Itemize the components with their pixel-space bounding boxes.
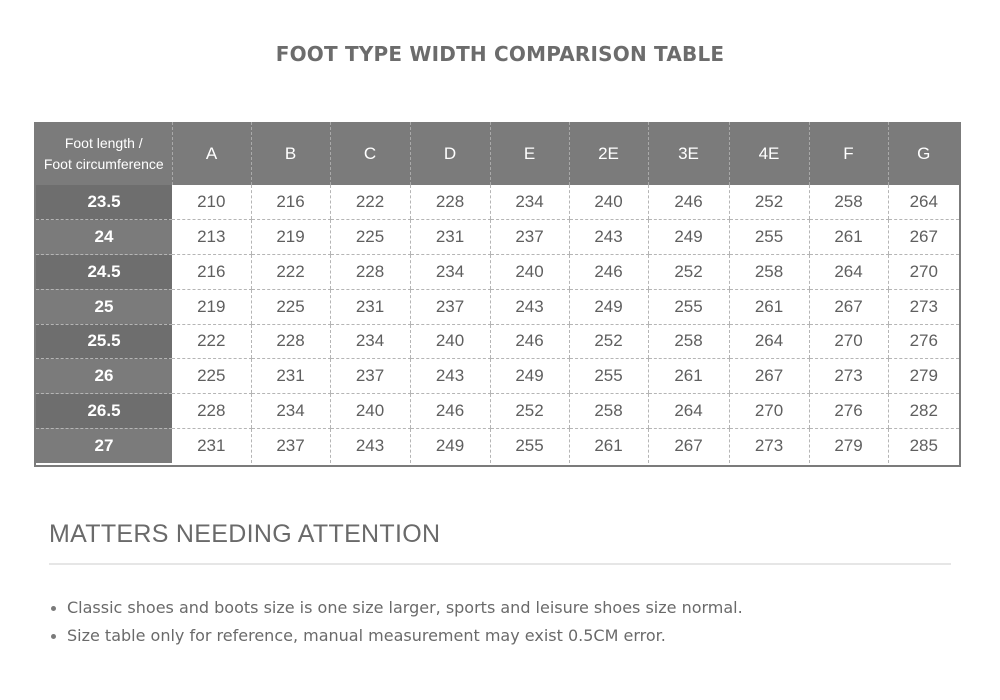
table-row	[36, 255, 959, 290]
size-table	[36, 122, 959, 463]
corner-header-line1: Foot length /	[64, 134, 143, 151]
table-cell: 252	[648, 255, 729, 290]
row-header-foot-length: 24.5	[36, 255, 172, 290]
table-cell: 258	[729, 255, 809, 290]
table-cell: 243	[569, 220, 648, 255]
table-cell: 252	[490, 394, 569, 429]
table-cell: 240	[330, 394, 410, 429]
notes-divider	[49, 563, 951, 565]
table-cell: 225	[330, 220, 410, 255]
column-header: G	[888, 122, 959, 185]
table-cell: 243	[330, 428, 410, 463]
table-cell: 228	[410, 185, 490, 220]
table-row	[36, 289, 959, 324]
table-cell: 261	[569, 428, 648, 463]
table-cell: 213	[172, 220, 251, 255]
table-cell: 231	[410, 220, 490, 255]
table-cell: 249	[648, 220, 729, 255]
table-cell: 246	[490, 324, 569, 359]
table-cell: 240	[490, 255, 569, 290]
bullet-dot-icon	[51, 634, 56, 639]
row-header-foot-length: 25.5	[36, 324, 172, 359]
notes-heading: MATTERS NEEDING ATTENTION	[49, 520, 441, 548]
note-text: Classic shoes and boots size is one size larger, sports and leisure shoes size normal.	[67, 598, 743, 617]
table-cell: 249	[490, 359, 569, 394]
row-header-foot-length: 27	[36, 428, 172, 463]
table-cell: 246	[648, 185, 729, 220]
table-cell: 273	[729, 428, 809, 463]
table-cell: 276	[809, 394, 888, 429]
notes-list	[49, 594, 743, 650]
table-cell: 228	[251, 324, 330, 359]
table-cell: 270	[809, 324, 888, 359]
table-cell: 261	[729, 289, 809, 324]
bullet-dot-icon	[51, 606, 56, 611]
column-header: F	[809, 122, 888, 185]
table-cell: 240	[410, 324, 490, 359]
table-cell: 234	[330, 324, 410, 359]
column-header: A	[172, 122, 251, 185]
note-item	[49, 594, 743, 622]
table-cell: 276	[888, 324, 959, 359]
table-cell: 267	[888, 220, 959, 255]
table-cell: 237	[410, 289, 490, 324]
corner-header-line2: Foot circumference	[43, 155, 164, 172]
table-cell: 237	[330, 359, 410, 394]
size-table-container	[34, 122, 961, 467]
table-cell: 273	[809, 359, 888, 394]
column-header: D	[410, 122, 490, 185]
table-cell: 219	[251, 220, 330, 255]
row-header-foot-length: 23.5	[36, 185, 172, 220]
table-cell: 222	[330, 185, 410, 220]
table-cell: 285	[888, 428, 959, 463]
header-row	[36, 122, 959, 185]
column-header: C	[330, 122, 410, 185]
column-header: 4E	[729, 122, 809, 185]
table-cell: 267	[648, 428, 729, 463]
table-cell: 231	[330, 289, 410, 324]
table-cell: 270	[729, 394, 809, 429]
table-cell: 228	[172, 394, 251, 429]
table-cell: 249	[410, 428, 490, 463]
table-cell: 249	[569, 289, 648, 324]
row-header-foot-length: 24	[36, 220, 172, 255]
table-cell: 255	[569, 359, 648, 394]
table-cell: 252	[729, 185, 809, 220]
table-cell: 222	[251, 255, 330, 290]
row-header-foot-length: 26.5	[36, 394, 172, 429]
table-cell: 225	[251, 289, 330, 324]
table-cell: 216	[172, 255, 251, 290]
table-cell: 231	[251, 359, 330, 394]
row-header-foot-length: 26	[36, 359, 172, 394]
table-cell: 267	[809, 289, 888, 324]
table-cell: 234	[410, 255, 490, 290]
table-cell: 258	[648, 324, 729, 359]
table-cell: 267	[729, 359, 809, 394]
table-cell: 231	[172, 428, 251, 463]
note-item	[49, 622, 743, 650]
table-cell: 264	[648, 394, 729, 429]
table-cell: 237	[251, 428, 330, 463]
table-cell: 255	[729, 220, 809, 255]
row-header-foot-length: 25	[36, 289, 172, 324]
table-cell: 234	[490, 185, 569, 220]
table-cell: 210	[172, 185, 251, 220]
table-cell: 243	[490, 289, 569, 324]
table-cell: 246	[410, 394, 490, 429]
table-cell: 228	[330, 255, 410, 290]
table-cell: 234	[251, 394, 330, 429]
table-cell: 261	[648, 359, 729, 394]
table-cell: 279	[809, 428, 888, 463]
table-cell: 258	[569, 394, 648, 429]
table-row	[36, 185, 959, 220]
table-cell: 216	[251, 185, 330, 220]
table-row	[36, 428, 959, 463]
table-cell: 246	[569, 255, 648, 290]
table-cell: 264	[729, 324, 809, 359]
table-row	[36, 394, 959, 429]
table-cell: 270	[888, 255, 959, 290]
table-row	[36, 220, 959, 255]
column-header: B	[251, 122, 330, 185]
table-cell: 279	[888, 359, 959, 394]
page-title: FOOT TYPE WIDTH COMPARISON TABLE	[275, 42, 725, 66]
corner-header	[36, 122, 172, 185]
table-row	[36, 324, 959, 359]
table-cell: 219	[172, 289, 251, 324]
table-cell: 225	[172, 359, 251, 394]
table-cell: 222	[172, 324, 251, 359]
table-cell: 237	[490, 220, 569, 255]
table-cell: 282	[888, 394, 959, 429]
table-cell: 273	[888, 289, 959, 324]
column-header: 2E	[569, 122, 648, 185]
column-header: E	[490, 122, 569, 185]
table-row	[36, 359, 959, 394]
table-cell: 264	[888, 185, 959, 220]
table-cell: 243	[410, 359, 490, 394]
column-header: 3E	[648, 122, 729, 185]
table-cell: 255	[648, 289, 729, 324]
table-cell: 252	[569, 324, 648, 359]
table-cell: 264	[809, 255, 888, 290]
table-cell: 255	[490, 428, 569, 463]
note-text: Size table only for reference, manual measurement may exist 0.5CM error.	[67, 626, 666, 645]
table-cell: 258	[809, 185, 888, 220]
table-cell: 261	[809, 220, 888, 255]
table-cell: 240	[569, 185, 648, 220]
